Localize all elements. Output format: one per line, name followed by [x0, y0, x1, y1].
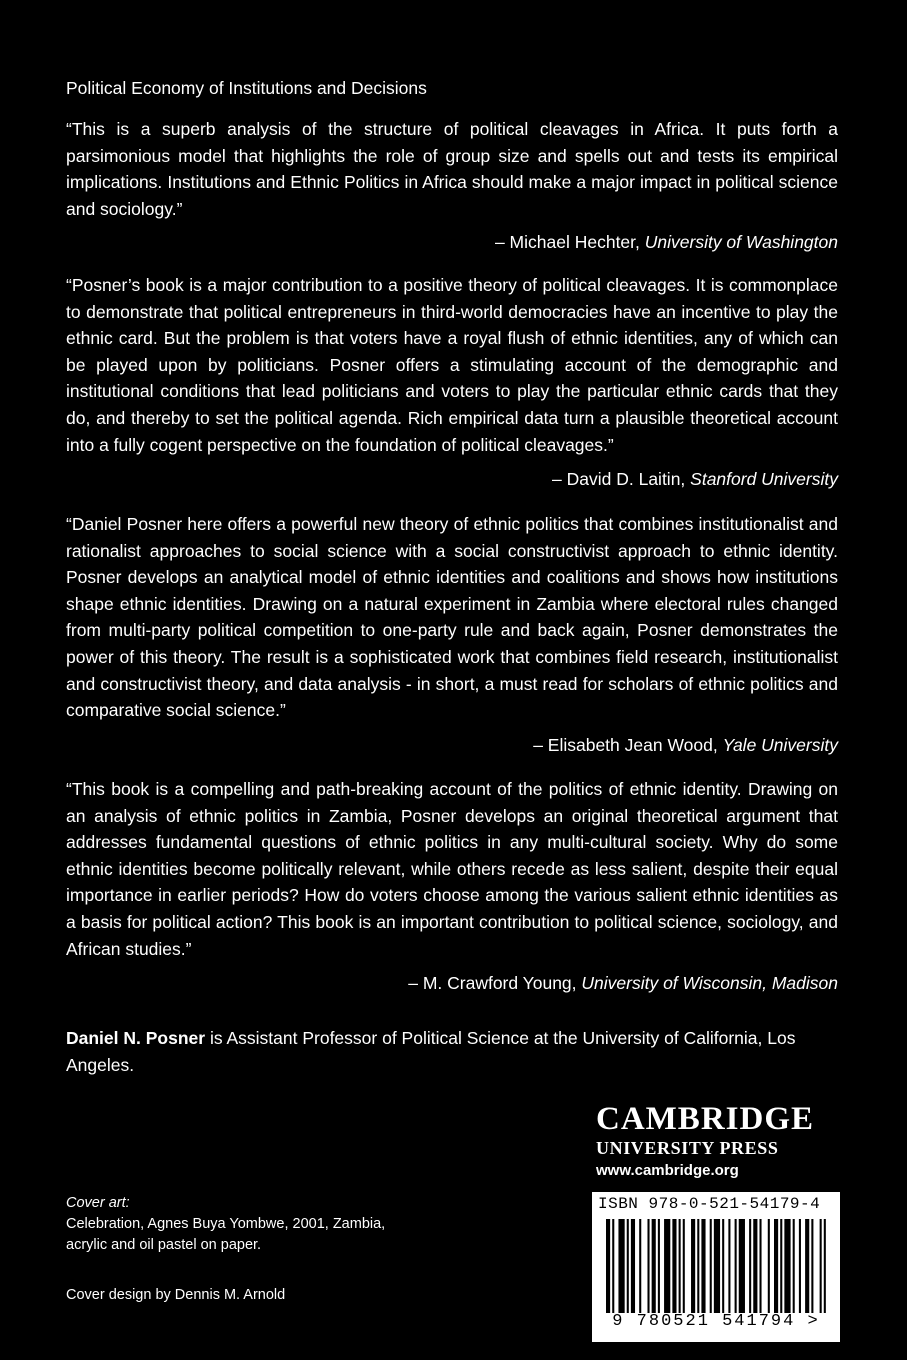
publisher-url: www.cambridge.org	[596, 1162, 739, 1179]
attribution-affiliation: University of Wisconsin, Madison	[581, 973, 838, 993]
attribution-affiliation: Stanford University	[690, 469, 838, 489]
cover-art-credit	[66, 1193, 385, 1256]
cover-art-heading: Cover art:	[66, 1195, 130, 1211]
isbn-label: ISBN 978-0-521-54179-4	[598, 1195, 821, 1213]
blurb-text: “Daniel Posner here offers a powerful new theory of ethnic politics that combines institutionalist and rationalist approaches to social science with a social constructivist approach to ethnic identity. Posner develops an analytical model of ethnic identities and coalitions and shows how institutions shape ethnic identities. Drawing on a natural experiment in Zambia where electoral rules changed from multi-party political competition to one-party rule and back again, Posner demonstrates the power of this theory. The result is a sophisticated work that combines field research, institutionalist and constructivist theory, and data analysis - in short, a must read for scholars of ethnic politics and comparative social science.”	[66, 514, 838, 721]
barcode-digits: 9 780521 541794 >	[612, 1312, 820, 1331]
blurb-text: “Posner’s book is a major contribution to a positive theory of political cleavages. It is commonplace to demonstrate that political entrepreneurs in third-world democracies have an incentive to play the ethnic card. But the problem is that voters have a royal flush of ethnic identities, any of which can be played upon by politicians. Posner offers a stimulating account of the demographic and institutional conditions that lead politicians and voters to play the particular ethnic cards that they do, and thereby to set the political agenda. Rich empirical data turn a plausible theoretical account into a fully cogent perspective on the foundation of political cleavages.”	[66, 275, 838, 455]
cover-art-line2: acrylic and oil pastel on paper.	[66, 1237, 262, 1253]
author-name: Daniel N. Posner	[66, 1028, 206, 1048]
cover-design-credit: Cover design by Dennis M. Arnold	[66, 1287, 286, 1303]
series-title: Political Economy of Institutions and Decisions	[66, 78, 427, 98]
publisher-name-line1: CAMBRIDGE	[596, 1101, 815, 1137]
attribution-affiliation: Yale University	[722, 735, 838, 755]
attribution-name: – Michael Hechter,	[494, 232, 645, 252]
publisher-name-line2: UNIVERSITY PRESS	[596, 1138, 779, 1158]
author-bio	[66, 1025, 838, 1078]
cover-art-line1: Celebration, Agnes Buya Yombwe, 2001, Zambia,	[66, 1216, 386, 1232]
attribution-affiliation: University of Washington	[644, 232, 838, 252]
attribution-name: – David D. Laitin,	[552, 469, 691, 489]
blurb-attribution	[495, 230, 838, 254]
blurb-attribution	[533, 733, 838, 757]
attribution-name: – Elisabeth Jean Wood,	[533, 735, 723, 755]
barcode-bars	[606, 1219, 830, 1313]
author-bio-text: is Assistant Professor of Political Science at the University of California, Los Angeles.	[66, 1028, 796, 1075]
blurb-attribution	[552, 467, 838, 491]
blurb-text: “This book is a compelling and path-breaking account of the politics of ethnic identity. Drawing on an analysis of ethnic politics in Zambia, Posner develops an original theoretical argument that addresses fundamental questions of ethnic politics in any multi-cultural society. Why do some ethnic identities become politically relevant, while others recede as less salient, despite their equal importance in earlier periods? How do voters choose among the various salient ethnic identities as a basis for political action? This book is an important contribution to political science, sociology, and African studies.”	[66, 779, 838, 959]
publisher-logo	[596, 1103, 826, 1181]
isbn-barcode	[592, 1192, 840, 1342]
blurb-text: “This is a superb analysis of the structure of political cleavages in Africa. It puts forth a parsimonious model that highlights the role of group size and spells out and tests its empirical implications. Institutions and Ethnic Politics in Africa should make a major impact in political science and sociology.”	[66, 119, 838, 219]
blurb-attribution	[408, 971, 838, 995]
attribution-name: – M. Crawford Young,	[408, 973, 582, 993]
